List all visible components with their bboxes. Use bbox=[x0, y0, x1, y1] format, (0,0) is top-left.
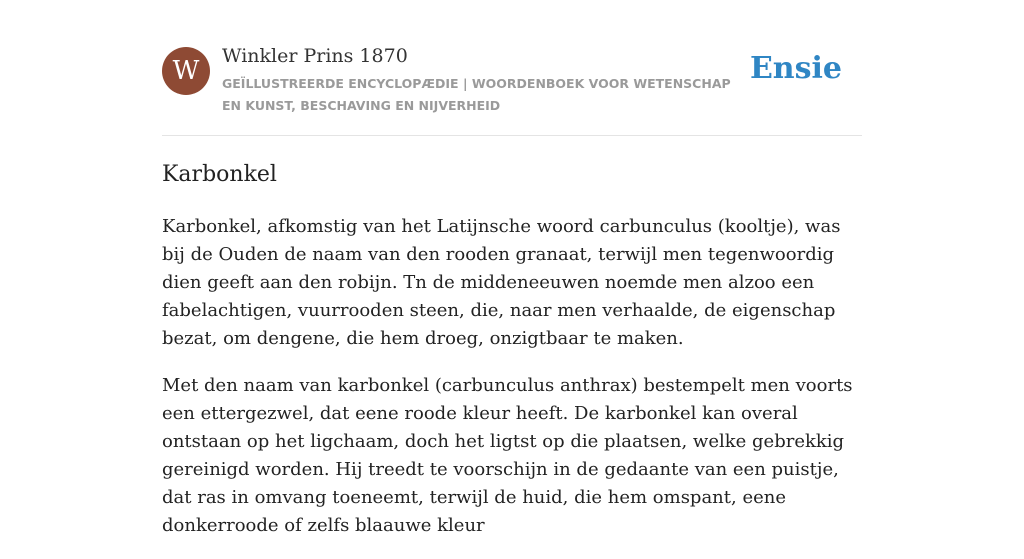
article bbox=[162, 157, 862, 559]
source-title[interactable]: Winkler Prins 1870 bbox=[222, 45, 408, 67]
article-title: Karbonkel bbox=[162, 162, 277, 187]
article-paragraph: Met den naam van karbonkel (carbunculus anthrax) bestempelt men voorts een ettergezwel, dat eene roode kleur heeft. De karbonkel kan overal ontstaan op het ligchaam, doch het ligtst op die plaatsen, welke gebrekkig gereinigd worden. Hij treedt te voorschijn in de gedaante van een puistje, dat ras in omvang toeneemt, terwijl de huid, die hem omspant, eene donkerroode of zelfs blaauwe kleur bbox=[162, 375, 853, 536]
source-subtitle: GEÏLLUSTREERDE ENCYCLOPÆDIE | WOORDENBOEK VOOR WETENSCHAP EN KUNST, BESCHAVING EN NIJVERHEID bbox=[222, 76, 731, 113]
article-paragraph: Karbonkel, afkomstig van het Latijnsche woord carbunculus (kooltje), was bij de Ouden de naam van den rooden granaat, terwijl men tegenwoordig dien geeft aan den robijn. Tn de middeneeuwen noemde men alzoo een fabelachtigen, vuurrooden steen, die, naar men verhaalde, de eigenschap bezat, om dengene, die hem droeg, onzigtbaar te maken. bbox=[162, 216, 841, 349]
brand-logo-link[interactable]: Ensie bbox=[749, 51, 842, 86]
source-avatar[interactable]: W bbox=[162, 47, 210, 95]
source-header bbox=[162, 0, 862, 136]
